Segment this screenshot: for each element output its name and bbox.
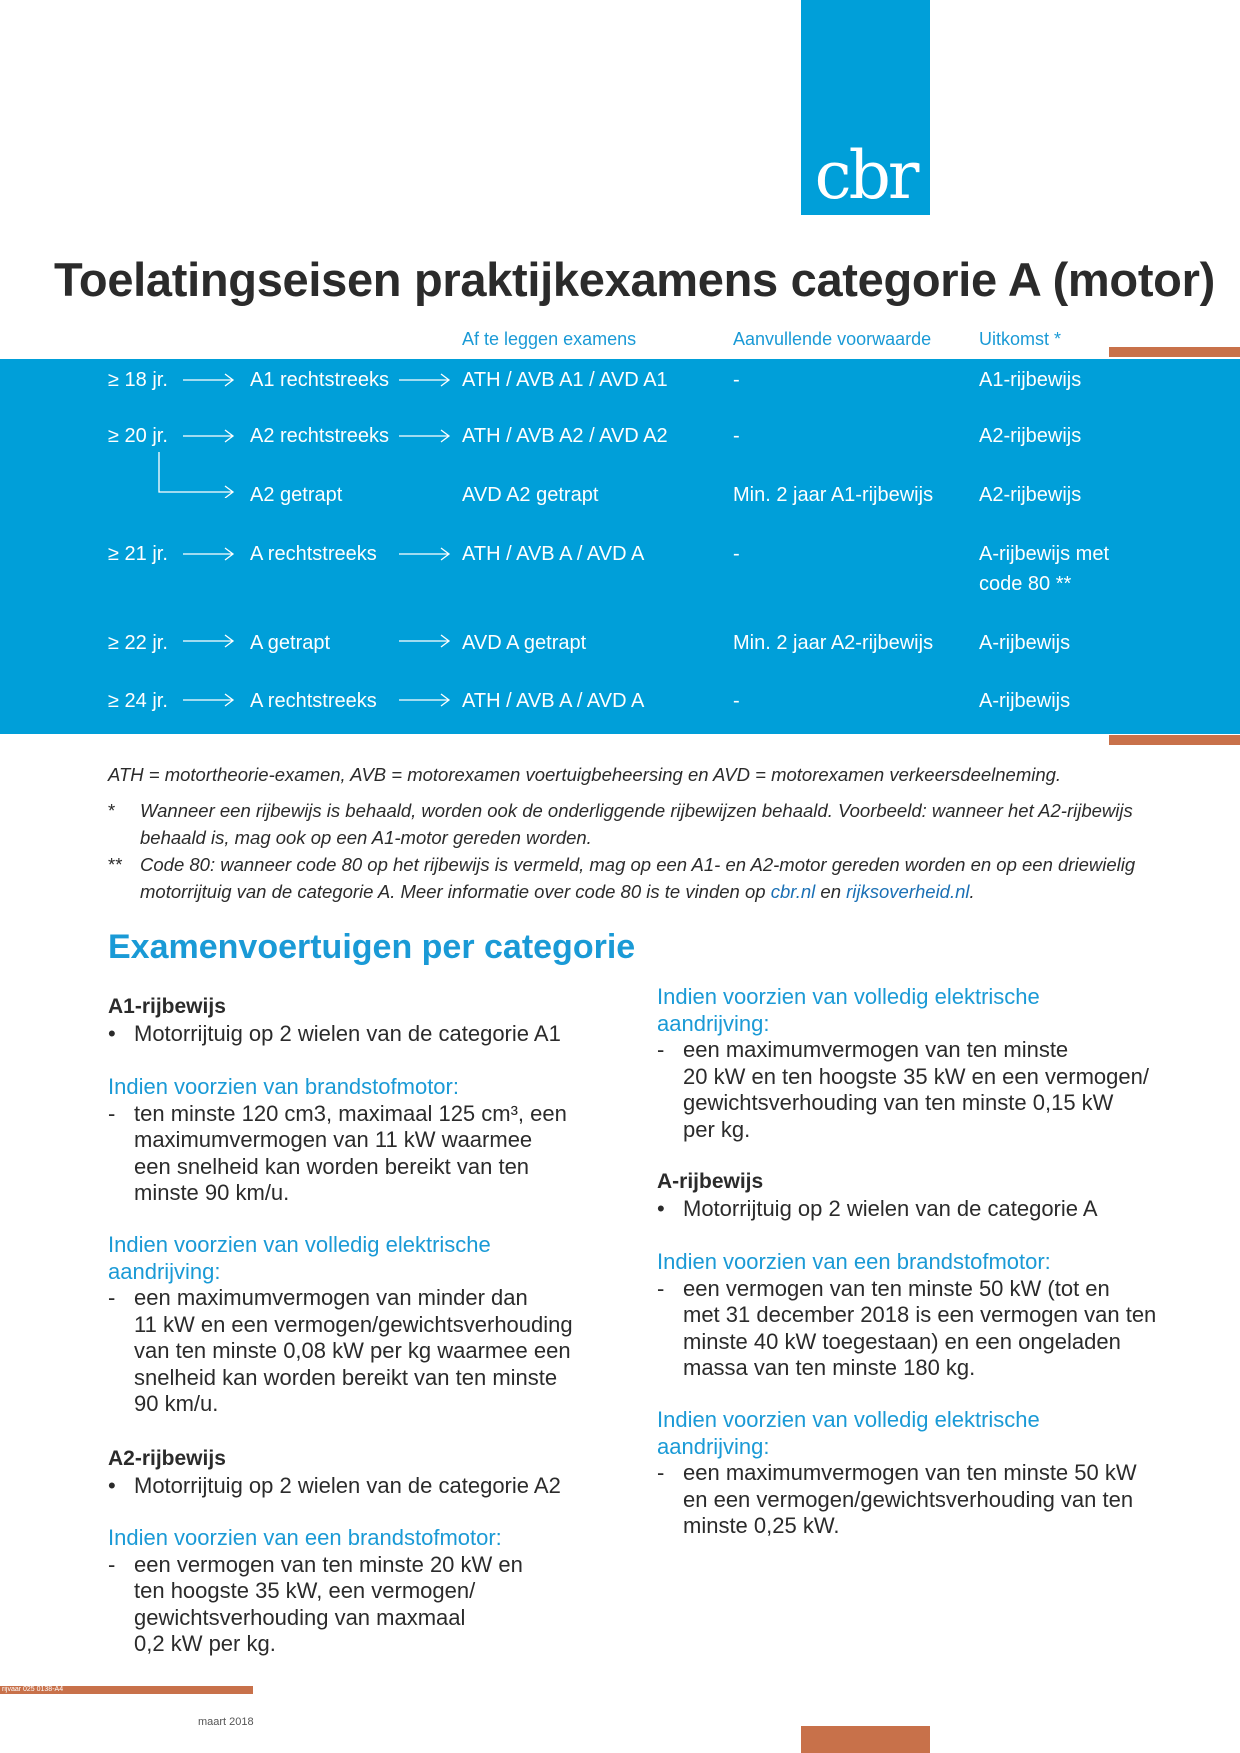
arrow-right-icon xyxy=(399,692,451,708)
a-vehicle: Motorrijtuig op 2 wielen van de categorie A xyxy=(683,1195,1098,1221)
row-route: A getrapt xyxy=(250,632,331,654)
bottom-accent-block xyxy=(801,1726,930,1753)
row-route: A2 rechtstreeks xyxy=(250,425,389,447)
a-fuel-heading: Indien voorzien van een brandstofmotor: xyxy=(657,1249,1051,1274)
row-age: ≥ 20 jr. xyxy=(108,425,168,447)
row-result: A-rijbewijs xyxy=(979,632,1071,654)
row-result: A-rijbewijs xyxy=(979,690,1071,712)
row-condition: Min. 2 jaar A2-rijbewijs xyxy=(733,632,934,654)
row-age: ≥ 18 jr. xyxy=(108,369,168,391)
a2-fuel-section xyxy=(108,1525,648,1658)
a-elec-heading-1: Indien voorzien van volledig elektrische xyxy=(657,1407,1040,1432)
footnote-1-line2: behaald is, mag ook op een A1-motor gereden worden. xyxy=(140,827,592,848)
page-title: Toelatingseisen praktijkexamens categorie A (motor) xyxy=(54,253,1215,306)
footnote-2-line2 xyxy=(140,878,1135,905)
publication-date: maart 2018 xyxy=(198,1716,254,1728)
text-line: 0,2 kW per kg. xyxy=(134,1631,276,1656)
row-route: A rechtstreeks xyxy=(250,543,377,565)
header-exams: Af te leggen examens xyxy=(462,329,637,349)
dash-icon: - xyxy=(657,1275,665,1301)
row-exams: ATH / AVB A1 / AVD A1 xyxy=(462,369,668,391)
arrow-right-icon xyxy=(183,428,235,444)
a1-section xyxy=(108,994,648,1047)
bullet-icon: • xyxy=(108,1472,116,1498)
footnote-2-end: . xyxy=(969,881,975,902)
text-line: 11 kW en een vermogen/gewichtsverhouding xyxy=(134,1311,573,1337)
text-line: minste 0,25 kW. xyxy=(683,1513,840,1538)
row-result-note: code 80 ** xyxy=(979,573,1072,595)
a-section xyxy=(657,1169,1217,1222)
list-item xyxy=(657,1037,1217,1143)
dash-icon: - xyxy=(657,1037,665,1062)
text-line: gewichtsverhouding van ten minste 0,15 kW xyxy=(683,1090,1114,1115)
a1-elec-heading-1: Indien voorzien van volledig elektrische xyxy=(108,1232,491,1257)
arrow-right-icon xyxy=(399,428,451,444)
a2-fuel-heading: Indien voorzien van een brandstofmotor: xyxy=(108,1525,502,1550)
a-elec-heading-2: aandrijving: xyxy=(657,1433,770,1459)
a2-heading: A2-rijbewijs xyxy=(108,1447,226,1470)
row-route: A2 getrapt xyxy=(250,484,343,506)
row-exams: ATH / AVB A2 / AVD A2 xyxy=(462,425,668,447)
text-line: massa van ten minste 180 kg. xyxy=(683,1355,976,1380)
arrow-right-icon xyxy=(183,633,235,649)
text-line: een snelheid kan worden bereikt van ten xyxy=(134,1153,530,1179)
accent-bar-bottom xyxy=(1109,735,1240,745)
row-exams: AVD A getrapt xyxy=(462,632,587,654)
row-condition: Min. 2 jaar A1-rijbewijs xyxy=(733,484,934,506)
text-line: een vermogen van ten minste 50 kW (tot en xyxy=(683,1275,1110,1301)
a2-section xyxy=(108,1446,648,1499)
list-item xyxy=(108,1552,648,1658)
dash-icon: - xyxy=(108,1100,116,1126)
footnote-1 xyxy=(108,797,1133,851)
rijksoverheid-link[interactable]: rijksoverheid.nl xyxy=(846,881,970,902)
row-route: A rechtstreeks xyxy=(250,690,377,712)
a1-elec-heading-2: aandrijving: xyxy=(108,1258,221,1284)
row-exams: ATH / AVB A / AVD A xyxy=(462,690,645,712)
arrow-right-icon xyxy=(399,633,451,649)
row-result: A-rijbewijs met xyxy=(979,543,1110,565)
text-line: 20 kW en ten hoogste 35 kW en een vermogen/ xyxy=(683,1063,1149,1089)
row-exams: ATH / AVB A / AVD A xyxy=(462,543,645,565)
abbreviation-legend: ATH = motortheorie-examen, AVB = motorexamen voertuigbeheersing en AVD = motorexamen verkeersdeelneming. xyxy=(108,764,1062,785)
dash-icon: - xyxy=(108,1551,116,1577)
row-condition: - xyxy=(733,369,740,391)
text-line: een maximumvermogen van minder dan xyxy=(134,1285,528,1310)
row-route: A1 rechtstreeks xyxy=(250,369,389,391)
list-item xyxy=(108,1285,648,1418)
arrow-right-icon xyxy=(399,546,451,562)
footnote-2-and: en xyxy=(815,881,847,902)
header-result: Uitkomst * xyxy=(979,329,1062,349)
text-line: een maximumvermogen van ten minste xyxy=(683,1037,1069,1062)
footnote-2-line1: Code 80: wanneer code 80 op het rijbewijs is vermeld, mag op een A1- en A2-motor gereden worden en op een driewielig xyxy=(140,854,1136,875)
text-line: een maximumvermogen van ten minste 50 kW xyxy=(683,1460,1137,1485)
bullet-icon: • xyxy=(108,1020,116,1046)
a1-fuel-section xyxy=(108,1074,648,1207)
text-line: snelheid kan worden bereikt van ten minste xyxy=(134,1364,558,1390)
accent-bar-top xyxy=(1109,347,1240,357)
text-line: met 31 december 2018 is een vermogen van ten xyxy=(683,1302,1157,1327)
row-age: ≥ 24 jr. xyxy=(108,690,168,712)
list-item xyxy=(108,1473,648,1500)
bullet-icon: • xyxy=(657,1195,665,1221)
header-conditions: Aanvullende voorwaarde xyxy=(733,329,932,349)
footnote-mark: ** xyxy=(108,854,123,875)
list-item xyxy=(657,1460,1217,1540)
list-item xyxy=(657,1196,1217,1223)
text-line: maximumvermogen van 11 kW waarmee xyxy=(134,1127,533,1152)
a1-heading: A1-rijbewijs xyxy=(108,995,226,1018)
text-line: van ten minste 0,08 kW per kg waarmee een xyxy=(134,1338,571,1363)
list-item xyxy=(657,1276,1217,1382)
logo-text: cbr xyxy=(814,137,917,214)
row-exams: AVD A2 getrapt xyxy=(462,484,599,506)
a2-elec-section xyxy=(657,984,1217,1143)
row-condition: - xyxy=(733,425,740,447)
arrow-right-icon xyxy=(183,546,235,562)
branch-arrow-icon xyxy=(157,452,237,503)
document-code: rijvaar 025 0138-A4 xyxy=(2,1686,64,1693)
text-line: ten hoogste 35 kW, een vermogen/ xyxy=(134,1578,476,1603)
footnote-1-line1: Wanneer een rijbewijs is behaald, worden ook de onderliggende rijbewijzen behaald. Voorbeeld: wanneer het A2-rijbewijs xyxy=(140,800,1133,821)
a2-elec-heading-1: Indien voorzien van volledig elektrische xyxy=(657,984,1040,1009)
a-elec-section xyxy=(657,1407,1217,1540)
row-age: ≥ 22 jr. xyxy=(108,632,168,654)
text-line: en een vermogen/gewichtsverhouding van ten xyxy=(683,1486,1134,1512)
a1-fuel-heading: Indien voorzien van brandstofmotor: xyxy=(108,1074,459,1099)
row-condition: - xyxy=(733,543,740,565)
cbr-link[interactable]: cbr.nl xyxy=(770,881,816,902)
footnote-mark: * xyxy=(108,800,116,821)
cbr-logo xyxy=(801,0,930,215)
row-result: A1-rijbewijs xyxy=(979,369,1082,391)
a-heading: A-rijbewijs xyxy=(657,1170,764,1193)
list-item xyxy=(108,1101,648,1207)
text-line: gewichtsverhouding van maxmaal xyxy=(134,1604,466,1630)
arrow-right-icon xyxy=(183,372,235,388)
text-line: 90 km/u. xyxy=(134,1391,219,1416)
dash-icon: - xyxy=(657,1460,665,1485)
text-line: een vermogen van ten minste 20 kW en xyxy=(134,1551,523,1577)
row-age: ≥ 21 jr. xyxy=(108,543,168,565)
a2-elec-heading-2: aandrijving: xyxy=(657,1010,770,1036)
text-line: ten minste 120 cm3, maximaal 125 cm³, een xyxy=(134,1100,567,1126)
a1-vehicle: Motorrijtuig op 2 wielen van de categorie A1 xyxy=(134,1020,561,1046)
arrow-right-icon xyxy=(399,372,451,388)
dash-icon: - xyxy=(108,1285,116,1310)
footnote-2-text: motorrijtuig van de categorie A. Meer informatie over code 80 is te vinden op xyxy=(140,881,771,902)
arrow-right-icon xyxy=(183,692,235,708)
section-title: Examenvoertuigen per categorie xyxy=(108,928,636,966)
row-result: A2-rijbewijs xyxy=(979,425,1082,447)
row-result: A2-rijbewijs xyxy=(979,484,1082,506)
text-line: minste 40 kW toegestaan) en een ongeladen xyxy=(683,1328,1121,1354)
text-line: minste 90 km/u. xyxy=(134,1180,290,1205)
text-line: per kg. xyxy=(683,1116,751,1142)
a-fuel-section xyxy=(657,1249,1217,1382)
row-condition: - xyxy=(733,690,740,712)
a2-vehicle: Motorrijtuig op 2 wielen van de categorie A2 xyxy=(134,1472,561,1498)
footnote-2 xyxy=(108,851,1136,905)
a1-elec-section xyxy=(108,1232,648,1418)
list-item xyxy=(108,1021,648,1048)
